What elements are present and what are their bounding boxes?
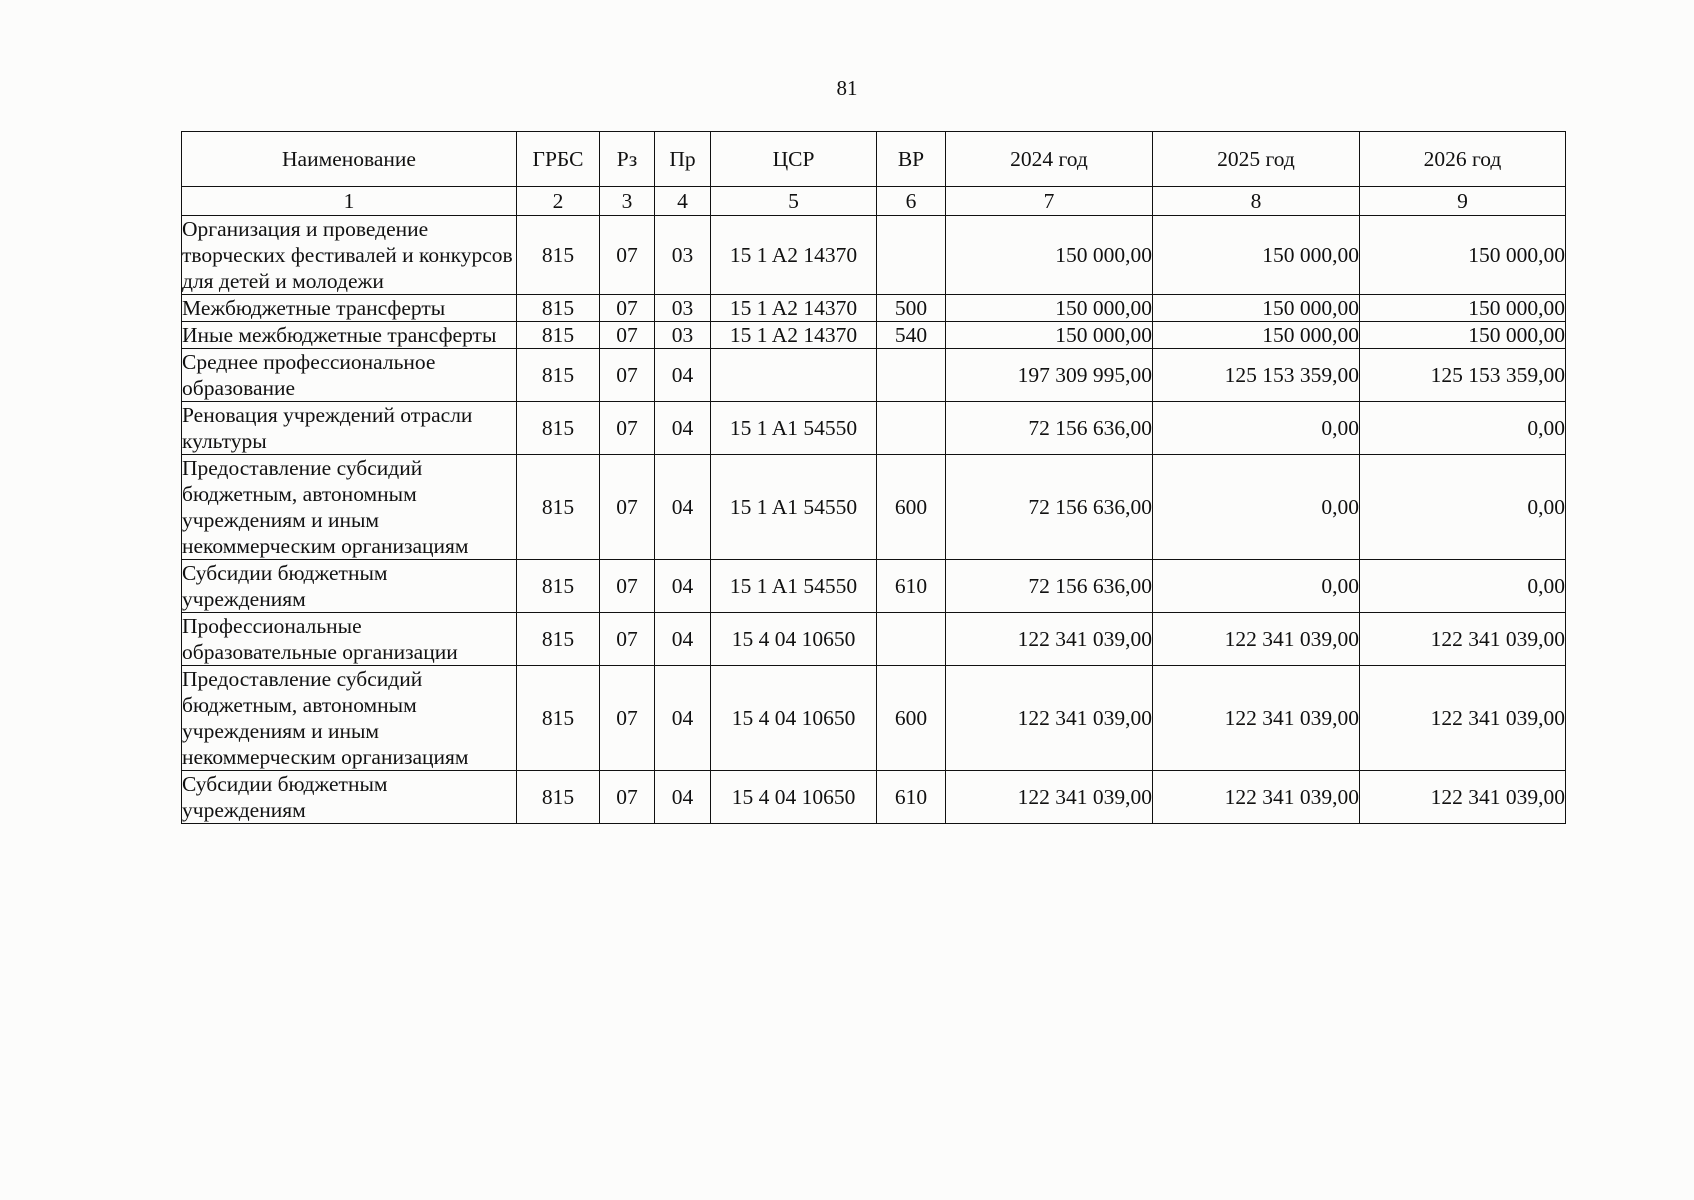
row-2025: 150 000,00 <box>1153 295 1360 322</box>
header-grbs: ГРБС <box>517 132 600 187</box>
header-row <box>182 132 1566 187</box>
row-rz: 07 <box>600 402 655 455</box>
table-row <box>182 560 1566 613</box>
column-number-row <box>182 187 1566 216</box>
row-vr: 600 <box>877 666 946 771</box>
column-number: 3 <box>600 187 655 216</box>
row-2025: 0,00 <box>1153 402 1360 455</box>
row-grbs: 815 <box>517 771 600 824</box>
row-2025: 122 341 039,00 <box>1153 771 1360 824</box>
row-csr: 15 1 A2 14370 <box>711 216 877 295</box>
row-2024: 197 309 995,00 <box>946 349 1153 402</box>
row-2026: 122 341 039,00 <box>1360 613 1566 666</box>
row-2024: 150 000,00 <box>946 295 1153 322</box>
budget-table <box>181 131 1566 824</box>
row-vr <box>877 402 946 455</box>
table-row <box>182 666 1566 771</box>
row-2025: 0,00 <box>1153 560 1360 613</box>
row-2026: 150 000,00 <box>1360 295 1566 322</box>
row-2026: 150 000,00 <box>1360 216 1566 295</box>
page-number: 81 <box>836 76 858 100</box>
row-grbs: 815 <box>517 322 600 349</box>
row-pr: 03 <box>655 322 711 349</box>
row-csr: 15 1 A1 54550 <box>711 402 877 455</box>
header-rz: Рз <box>600 132 655 187</box>
header-name: Наименование <box>182 132 517 187</box>
row-vr: 610 <box>877 771 946 824</box>
row-pr: 04 <box>655 771 711 824</box>
row-name: Реновация учреждений отрасли культуры <box>182 402 517 455</box>
row-2024: 122 341 039,00 <box>946 666 1153 771</box>
column-number: 6 <box>877 187 946 216</box>
row-pr: 03 <box>655 295 711 322</box>
column-number: 4 <box>655 187 711 216</box>
row-pr: 04 <box>655 613 711 666</box>
row-rz: 07 <box>600 216 655 295</box>
row-csr <box>711 349 877 402</box>
header-vr: ВР <box>877 132 946 187</box>
row-pr: 04 <box>655 455 711 560</box>
row-rz: 07 <box>600 560 655 613</box>
row-vr: 610 <box>877 560 946 613</box>
row-pr: 04 <box>655 402 711 455</box>
row-name: Предоставление субсидий бюджетным, автономным учреждениям и иным некоммерческим организациям <box>182 666 517 771</box>
header-2026: 2026 год <box>1360 132 1566 187</box>
table-row <box>182 402 1566 455</box>
row-rz: 07 <box>600 322 655 349</box>
table-row <box>182 349 1566 402</box>
row-grbs: 815 <box>517 216 600 295</box>
column-number: 5 <box>711 187 877 216</box>
header-2025: 2025 год <box>1153 132 1360 187</box>
row-2026: 0,00 <box>1360 402 1566 455</box>
row-2025: 125 153 359,00 <box>1153 349 1360 402</box>
row-vr: 500 <box>877 295 946 322</box>
row-csr: 15 4 04 10650 <box>711 666 877 771</box>
row-pr: 04 <box>655 349 711 402</box>
header-pr: Пр <box>655 132 711 187</box>
row-vr: 600 <box>877 455 946 560</box>
row-grbs: 815 <box>517 560 600 613</box>
row-csr: 15 4 04 10650 <box>711 613 877 666</box>
row-name: Субсидии бюджетным учреждениям <box>182 771 517 824</box>
row-rz: 07 <box>600 455 655 560</box>
row-name: Межбюджетные трансферты <box>182 295 517 322</box>
row-grbs: 815 <box>517 402 600 455</box>
table-row <box>182 322 1566 349</box>
column-number: 8 <box>1153 187 1360 216</box>
column-number: 7 <box>946 187 1153 216</box>
row-2024: 122 341 039,00 <box>946 771 1153 824</box>
row-vr <box>877 613 946 666</box>
row-csr: 15 1 A1 54550 <box>711 560 877 613</box>
row-2025: 122 341 039,00 <box>1153 613 1360 666</box>
row-vr: 540 <box>877 322 946 349</box>
row-vr <box>877 216 946 295</box>
row-pr: 04 <box>655 560 711 613</box>
row-csr: 15 1 A2 14370 <box>711 295 877 322</box>
row-2024: 72 156 636,00 <box>946 560 1153 613</box>
table-row <box>182 771 1566 824</box>
row-2025: 122 341 039,00 <box>1153 666 1360 771</box>
row-name: Иные межбюджетные трансферты <box>182 322 517 349</box>
row-grbs: 815 <box>517 349 600 402</box>
column-number: 9 <box>1360 187 1566 216</box>
row-rz: 07 <box>600 349 655 402</box>
row-2026: 125 153 359,00 <box>1360 349 1566 402</box>
row-2025: 150 000,00 <box>1153 216 1360 295</box>
row-2024: 72 156 636,00 <box>946 402 1153 455</box>
row-csr: 15 4 04 10650 <box>711 771 877 824</box>
row-2024: 150 000,00 <box>946 216 1153 295</box>
header-csr: ЦСР <box>711 132 877 187</box>
row-2024: 150 000,00 <box>946 322 1153 349</box>
row-2024: 122 341 039,00 <box>946 613 1153 666</box>
row-pr: 03 <box>655 216 711 295</box>
row-grbs: 815 <box>517 295 600 322</box>
row-name: Субсидии бюджетным учреждениям <box>182 560 517 613</box>
row-2024: 72 156 636,00 <box>946 455 1153 560</box>
row-2026: 122 341 039,00 <box>1360 771 1566 824</box>
row-csr: 15 1 A1 54550 <box>711 455 877 560</box>
row-grbs: 815 <box>517 613 600 666</box>
row-name: Среднее профессиональное образование <box>182 349 517 402</box>
row-rz: 07 <box>600 295 655 322</box>
table-row <box>182 295 1566 322</box>
row-pr: 04 <box>655 666 711 771</box>
row-name: Профессиональные образовательные организации <box>182 613 517 666</box>
row-rz: 07 <box>600 771 655 824</box>
table-row <box>182 455 1566 560</box>
column-number: 1 <box>182 187 517 216</box>
row-2026: 0,00 <box>1360 455 1566 560</box>
row-2025: 150 000,00 <box>1153 322 1360 349</box>
row-csr: 15 1 A2 14370 <box>711 322 877 349</box>
header-2024: 2024 год <box>946 132 1153 187</box>
row-name: Организация и проведение творческих фестивалей и конкурсов для детей и молодежи <box>182 216 517 295</box>
row-2026: 150 000,00 <box>1360 322 1566 349</box>
table-row <box>182 216 1566 295</box>
row-2026: 122 341 039,00 <box>1360 666 1566 771</box>
row-name: Предоставление субсидий бюджетным, автономным учреждениям и иным некоммерческим организациям <box>182 455 517 560</box>
row-grbs: 815 <box>517 455 600 560</box>
row-2025: 0,00 <box>1153 455 1360 560</box>
row-grbs: 815 <box>517 666 600 771</box>
row-rz: 07 <box>600 613 655 666</box>
row-2026: 0,00 <box>1360 560 1566 613</box>
row-rz: 07 <box>600 666 655 771</box>
row-vr <box>877 349 946 402</box>
column-number: 2 <box>517 187 600 216</box>
table-row <box>182 613 1566 666</box>
